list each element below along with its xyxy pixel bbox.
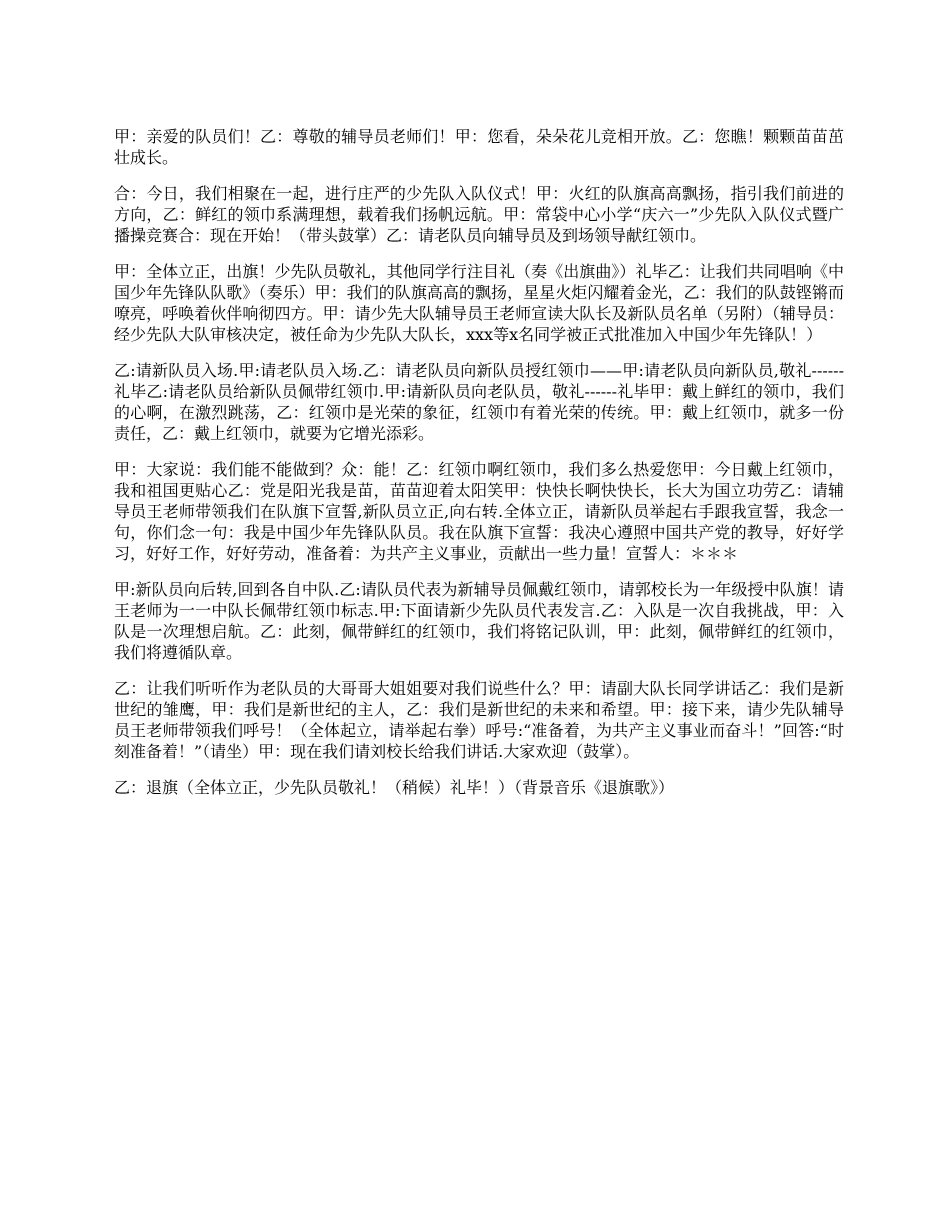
paragraph-speeches: 乙：让我们听听作为老队员的大哥哥大姐姐要对我们说些什么？甲：请副大队长同学讲话乙：我们是新世纪的雏鹰，甲：我们是新世纪的主人，乙：我们是新世纪的未来和希望。甲：接下来，请少先队辅导员王老师带领我们呼号！（全体起立，请举起右拳）呼号:“准备着，为共产主义事业而奋斗！”回答:“时刻准备着！”（请坐）甲：现在我们请刘校长给我们讲话.大家欢迎（鼓掌）。 [114,679,844,761]
paragraph-ceremony-start: 合：今日，我们相聚在一起，进行庄严的少先队入队仪式！甲：火红的队旗高高飘扬，指引我们前进的方向，乙：鲜红的领巾系满理想，载着我们扬帆远航。甲：常袋中心小学“庆六一”少先队入队仪式暨广播操竞赛合：现在开始！（带头鼓掌）乙：请老队员向辅导员及到场领导献红领巾。 [114,184,844,245]
paragraph-scarf-presentation: 乙:请新队员入场.甲:请老队员入场.乙：请老队员向新队员授红领巾——甲:请老队员向新队员,敬礼------礼毕乙:请老队员给新队员佩带红领巾.甲:请新队员向老队员，敬礼------礼毕甲：戴上鲜红的领巾，我们的心啊，在激烈跳荡，乙：红领巾是光荣的象征，红领巾有着光荣的传统。甲：戴上红领巾，就多一份责任，乙：戴上红领巾，就要为它增光添彩。 [114,361,844,443]
paragraph-flag-raising: 甲：全体立正，出旗！少先队员敬礼，其他同学行注目礼（奏《出旗曲》）礼毕乙：让我们共同唱响《中国少年先锋队队歌》（奏乐）甲：我们的队旗高高的飘扬，星星火炬闪耀着金光，乙：我们的队鼓铿锵而嘹亮，呼唤着伙伴响彻四方。甲：请少先大队辅导员王老师宣读大队长及新队员名单（另附）（辅导员：经少先队大队审核决定，被任命为少先队大队长，xxx等x名同学被正式批准加入中国少年先锋队！） [114,262,844,344]
paragraph-opening: 甲：亲爱的队员们！乙：尊敬的辅导员老师们！甲：您看，朵朵花儿竞相开放。乙：您瞧！颗颗苗苗茁壮成长。 [114,127,844,167]
paragraph-new-members: 甲:新队员向后转,回到各自中队.乙:请队员代表为新辅导员佩戴红领巾，请郭校长为一年级授中队旗！请王老师为一一中队长佩带红领巾标志.甲:下面请新少先队员代表发言.乙：入队是一次自我挑战，甲：入队是一次理想启航。乙：此刻，佩带鲜红的红领巾，我们将铭记队训，甲：此刻，佩带鲜红的红领巾，我们将遵循队章。 [114,580,844,662]
paragraph-flag-retreat: 乙：退旗（全体立正，少先队员敬礼！（稍候）礼毕！）（背景音乐《退旗歌》） [114,778,675,797]
document-page [114,126,844,813]
paragraph-oath: 甲：大家说：我们能不能做到？众：能！乙：红领巾啊红领巾，我们多么热爱您甲：今日戴上红领巾，我和祖国更贴心乙：党是阳光我是苗，苗苗迎着太阳笑甲：快快长啊快快长，长大为国立功劳乙：请辅导员王老师带领我们在队旗下宣誓,新队员立正,向右转.全体立正，请新队员举起右手跟我宣誓，我念一句，你们念一句：我是中国少年先锋队队员。我在队旗下宣誓：我决心遵照中国共产党的教导，好好学习，好好工作，好好劳动，准备着：为共产主义事业，贡献出一些力量！宣誓人：＊＊＊ [114,460,844,563]
